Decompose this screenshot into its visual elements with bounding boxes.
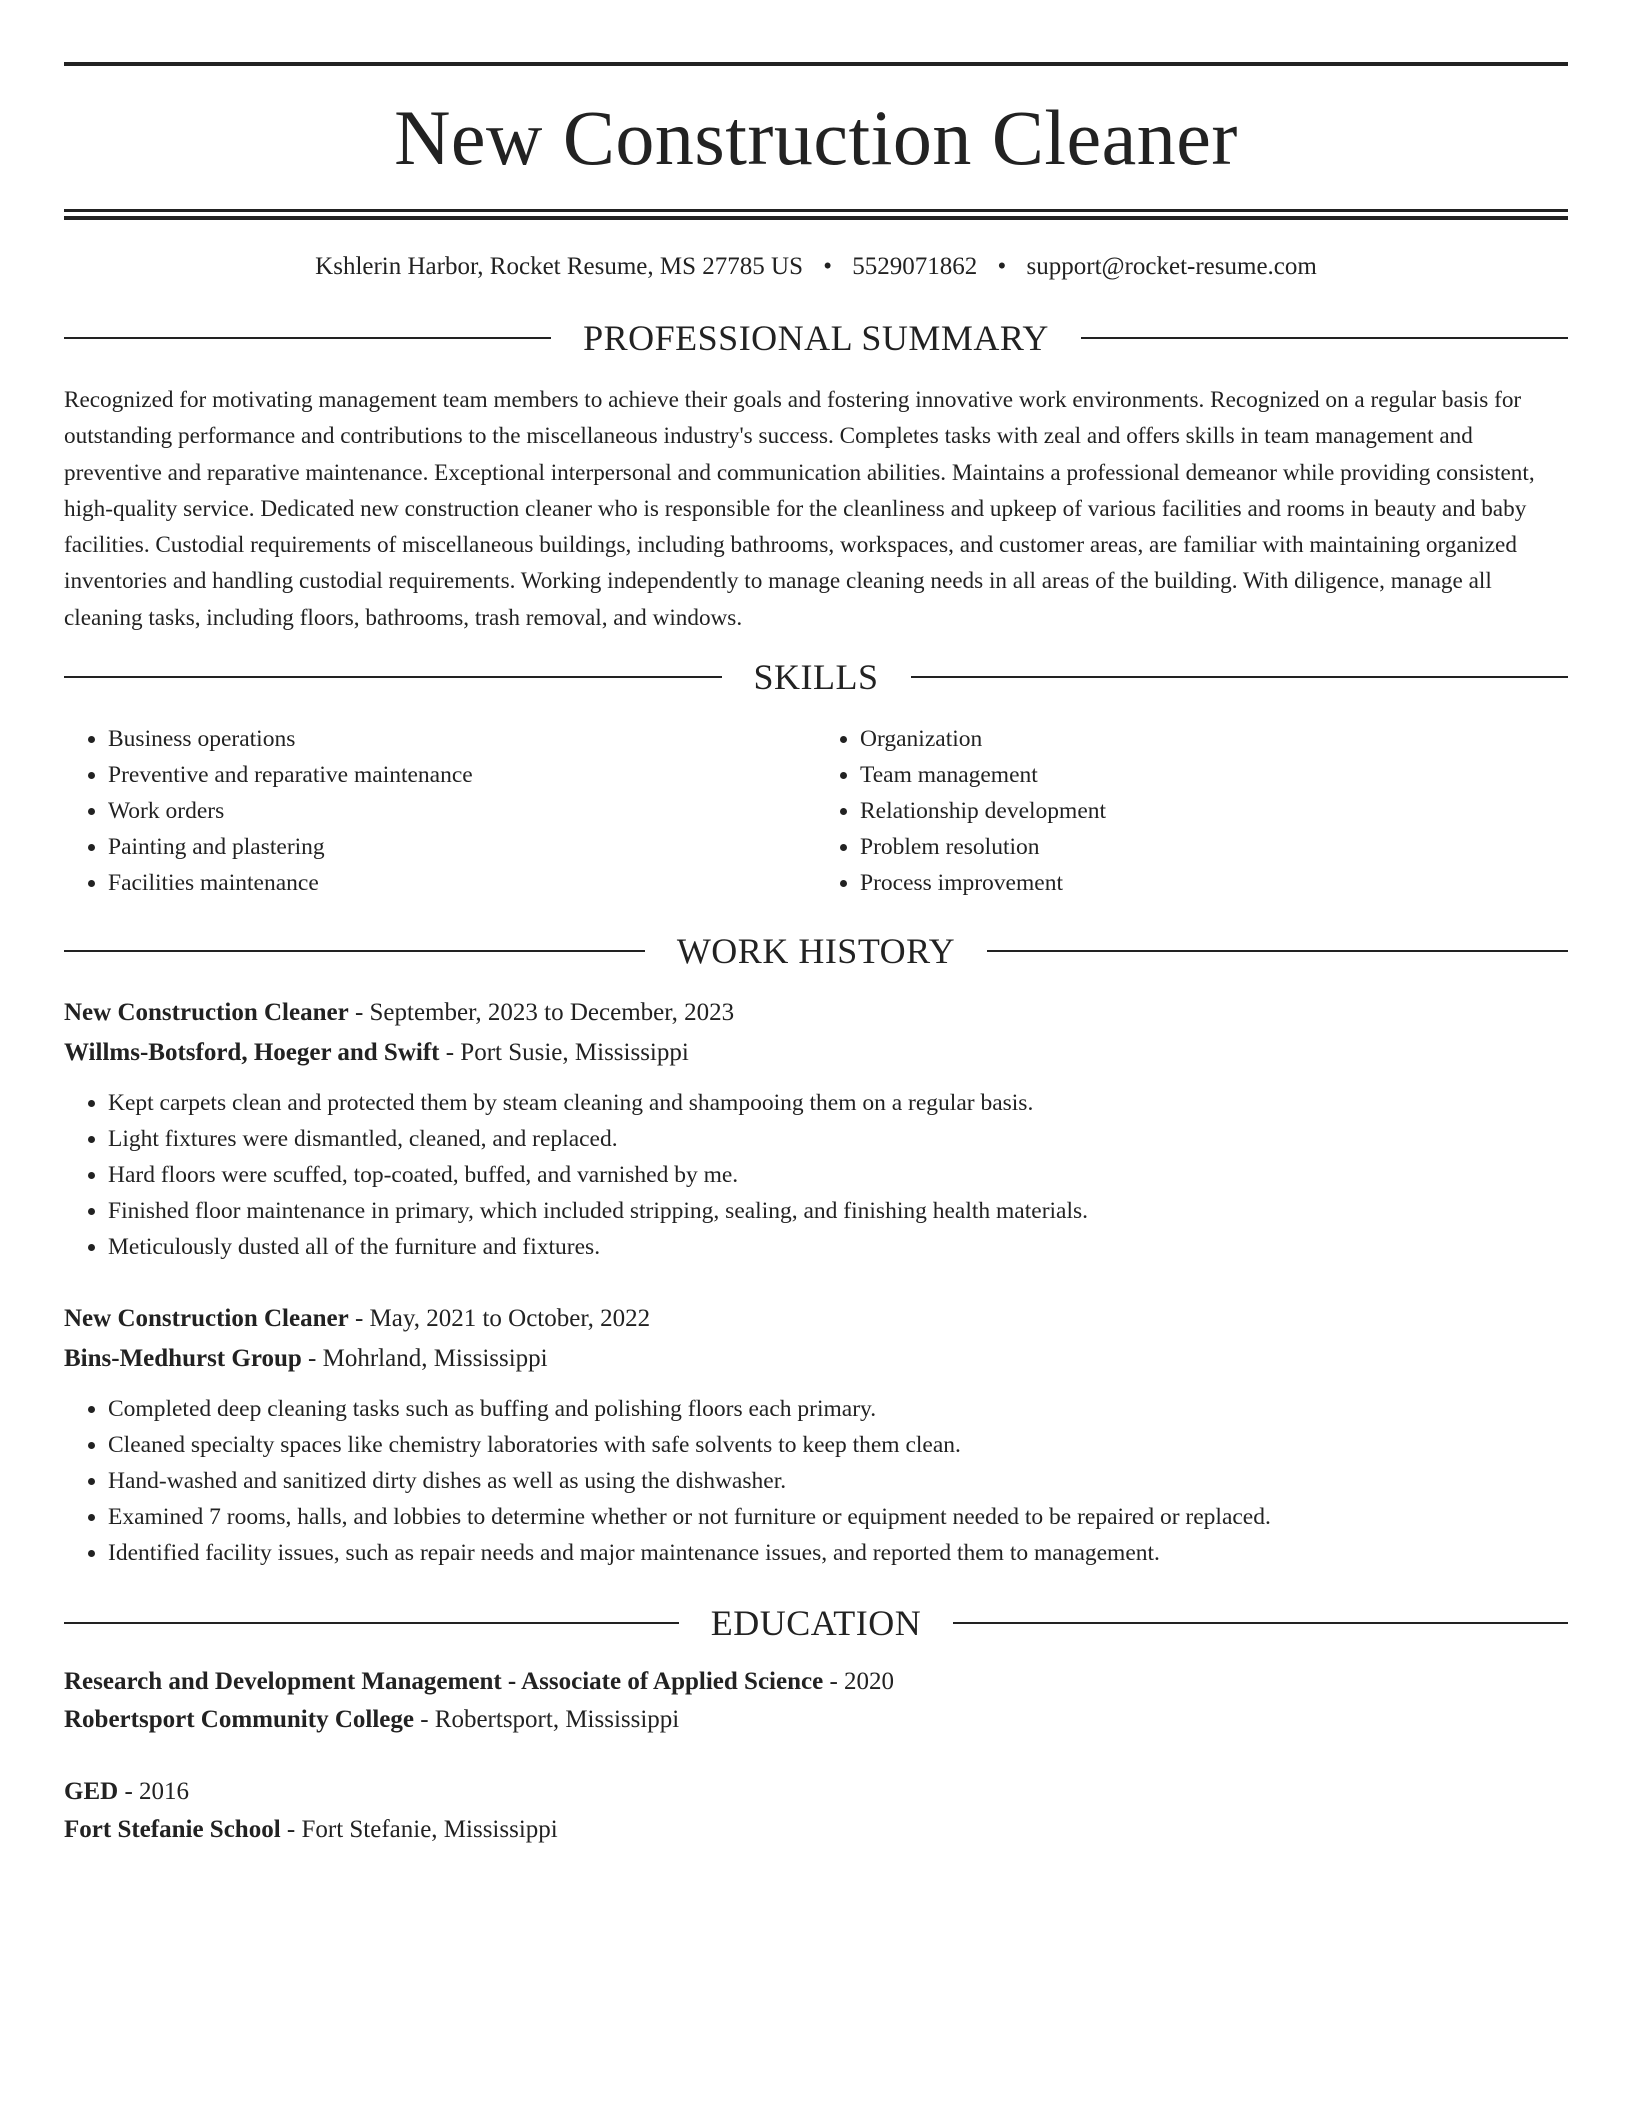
education-entry (64, 1663, 1568, 1739)
contact-line (64, 252, 1568, 282)
job-bullets (64, 1391, 1568, 1571)
heading-rule-right (1081, 337, 1568, 339)
job-company-line (64, 1033, 1568, 1073)
resume-title: New Construction Cleaner (394, 94, 1238, 181)
contact-address: Kshlerin Harbor, Rocket Resume, MS 27785 US (315, 253, 803, 280)
heading-rule-left (64, 950, 645, 952)
job-bullet: • Hand-washed and sanitized dirty dishes as well as using the dishwasher. (108, 1463, 1568, 1499)
header-top-rule (64, 62, 1568, 66)
job-bullet: • Light fixtures were dismantled, cleaned, and replaced. (108, 1121, 1568, 1157)
education-section-heading (64, 1603, 1568, 1644)
work-section-heading (64, 931, 1568, 972)
heading-rule-right (953, 1622, 1568, 1624)
skills-section-heading (64, 657, 1568, 698)
skills-column-right (816, 721, 1568, 901)
job-bullet: • Finished floor maintenance in primary, which included stripping, sealing, and finishing health materials. (108, 1193, 1568, 1229)
skill-item: • Painting and plastering (108, 829, 816, 865)
education-year: - 2020 (823, 1668, 895, 1696)
education-degree-line (64, 1663, 1568, 1701)
job-location: - Mohrland, Mississippi (301, 1345, 548, 1373)
summary-text: Recognized for motivating management team members to achieve their goals and fostering innovative work environments. Recognized on a regular basis for outstanding performance and contributions to the miscellaneous industry's success. Completes tasks with zeal and offers skills in team management and preventive and reparative maintenance. Exceptional interpersonal and communication abilities. Maintains a professional demeanor while providing consistent, high-quality service. Dedicated new construction cleaner who is responsible for the cleanliness and upkeep of various facilities and rooms in beauty and baby facilities. Custodial requirements of miscellaneous buildings, including bathrooms, workspaces, and customer areas, are familiar with maintaining organized inventories and handling custodial requirements. Working independently to manage cleaning needs in all areas of the building. With diligence, manage all cleaning tasks, including floors, bathrooms, trash removal, and windows. (64, 387, 1535, 631)
heading-rule-right (987, 950, 1568, 952)
job-location: - Port Susie, Mississippi (439, 1039, 689, 1067)
job-title-line (64, 1299, 1568, 1339)
contact-email[interactable]: support@rocket-resume.com (1026, 253, 1317, 280)
job-bullet: • Cleaned specialty spaces like chemistry laboratories with safe solvents to keep them clean. (108, 1427, 1568, 1463)
job-dates: - May, 2021 to October, 2022 (348, 1305, 651, 1333)
job-bullet: • Kept carpets clean and protected them by steam cleaning and shampooing them on a regular basis. (108, 1085, 1568, 1121)
skills-list (64, 721, 1568, 901)
heading-rule-left (64, 1622, 679, 1624)
job-company-line (64, 1339, 1568, 1379)
job-bullet: • Examined 7 rooms, halls, and lobbies to determine whether or not furniture or equipment needed to be repaired or replaced. (108, 1499, 1568, 1535)
job-bullet: • Completed deep cleaning tasks such as buffing and polishing floors each primary. (108, 1391, 1568, 1427)
skill-item: • Relationship development (860, 793, 1568, 829)
contact-separator: • (823, 253, 833, 280)
skill-item: • Problem resolution (860, 829, 1568, 865)
education-year: - 2016 (118, 1778, 190, 1806)
skill-item: • Team management (860, 757, 1568, 793)
header-double-rule (64, 209, 1568, 220)
job-bullet: • Identified facility issues, such as repair needs and major maintenance issues, and reported them to management. (108, 1535, 1568, 1571)
contact-phone[interactable]: 5529071862 (852, 253, 978, 280)
job-entry (64, 993, 1568, 1265)
contact-separator: • (997, 253, 1007, 280)
job-company: Bins-Medhurst Group (64, 1345, 302, 1373)
summary-section-heading (64, 320, 1568, 356)
skill-item: • Work orders (108, 793, 816, 829)
skill-item: • Facilities maintenance (108, 865, 816, 901)
education-school: Fort Stefanie School (64, 1816, 281, 1844)
skill-item: • Process improvement (860, 865, 1568, 901)
education-school: Robertsport Community College (64, 1706, 414, 1734)
job-dates: - September, 2023 to December, 2023 (348, 999, 735, 1027)
heading-rule-left (64, 676, 722, 678)
job-bullet: • Hard floors were scuffed, top-coated, buffed, and varnished by me. (108, 1157, 1568, 1193)
job-bullets (64, 1085, 1568, 1265)
education-school-line (64, 1811, 1568, 1849)
education-entry (64, 1773, 1568, 1849)
job-role: New Construction Cleaner (64, 999, 349, 1027)
job-bullet: • Meticulously dusted all of the furniture and fixtures. (108, 1229, 1568, 1265)
heading-rule-left (64, 337, 551, 339)
heading-rule-right (911, 676, 1569, 678)
skills-column-left (64, 721, 816, 901)
summary-heading: PROFESSIONAL SUMMARY (583, 318, 1049, 358)
education-degree: GED (64, 1778, 119, 1806)
job-company: Willms-Botsford, Hoeger and Swift (64, 1039, 440, 1067)
job-role: New Construction Cleaner (64, 1305, 349, 1333)
job-entry (64, 1299, 1568, 1571)
education-degree-line (64, 1773, 1568, 1811)
skill-item: • Organization (860, 721, 1568, 757)
education-heading: EDUCATION (710, 1603, 922, 1644)
education-location: - Fort Stefanie, Mississippi (280, 1816, 558, 1844)
education-location: - Robertsport, Mississippi (413, 1706, 680, 1734)
job-title-line (64, 993, 1568, 1033)
education-degree: Research and Development Management - Associate of Applied Science (64, 1668, 824, 1696)
skill-item: • Preventive and reparative maintenance (108, 757, 816, 793)
work-heading: WORK HISTORY (676, 931, 956, 972)
skill-item: • Business operations (108, 721, 816, 757)
education-school-line (64, 1701, 1568, 1739)
skills-heading: SKILLS (753, 657, 879, 698)
